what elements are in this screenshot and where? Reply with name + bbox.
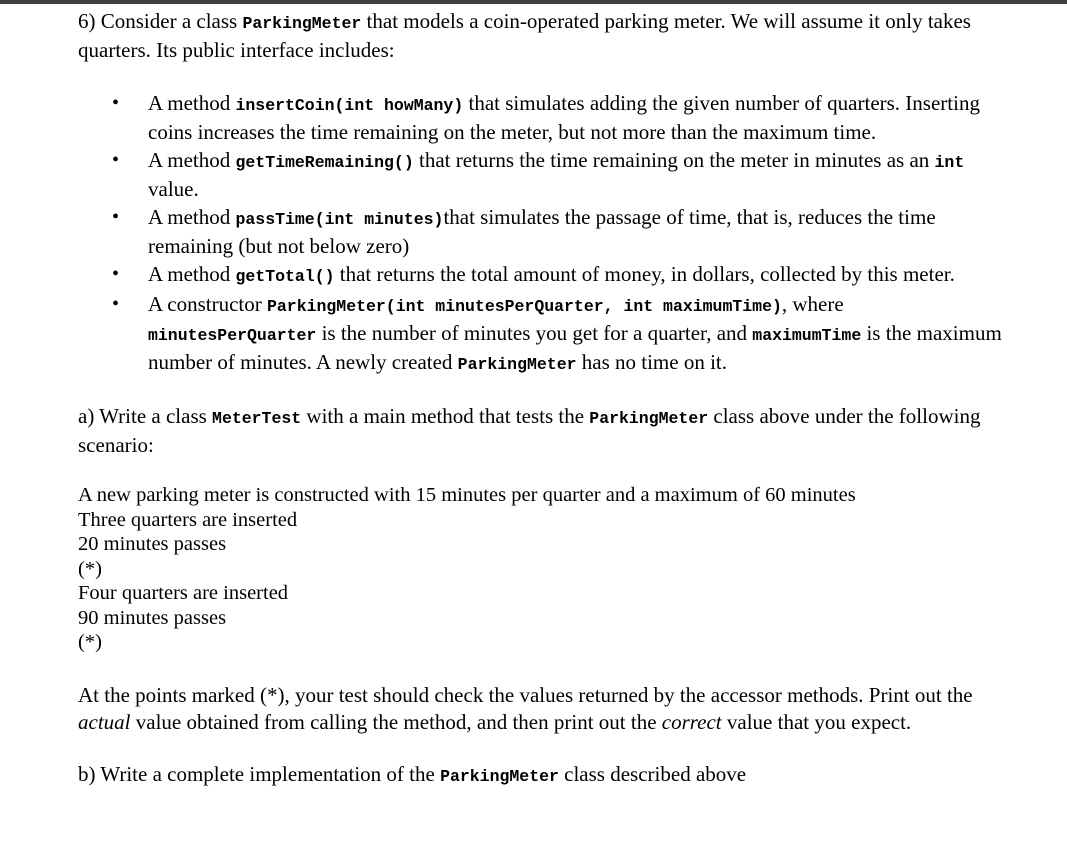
class-name-code: MeterTest xyxy=(212,409,302,428)
constructor-signature-code: ParkingMeter(int minutesPerQuarter, int maximumTime) xyxy=(266,297,782,316)
list-item-get-time-remaining: • A method getTimeRemaining() that returns the time remaining on the meter in minutes as an int value. xyxy=(112,148,965,201)
scenario-line: Four quarters are inserted xyxy=(78,582,289,604)
bullet-icon: • xyxy=(112,293,120,315)
scenario-line: Three quarters are inserted xyxy=(78,508,298,531)
list-item-constructor: • A constructor ParkingMeter(int minutesPerQuarter, int maximumTime), where minutesPerQuarter is the number of minutes you get for a quarter, and maximumTime is the maximum number of minutes. A newly created ParkingMeter has no time on it. xyxy=(112,292,1002,374)
list-item-get-total: • A method getTotal() that returns the total amount of money, in dollars, collected by this meter. xyxy=(112,262,955,286)
interface-method-list xyxy=(78,90,1008,378)
parameter-code: minutesPerQuarter xyxy=(148,326,317,345)
question-intro: 6) Consider a class ParkingMeter that models a coin-operated parking meter. We will assume it only takes quarters. Its public interface includes: xyxy=(78,9,971,62)
class-name-code: ParkingMeter xyxy=(242,14,362,33)
list-item-insert-coin: • A method insertCoin(int howMany) that simulates adding the given number of quarters. Inserting coins increases the time remaining on the meter, but not more than the maximum time. xyxy=(112,91,980,144)
checkpoint-marker: (*) xyxy=(78,631,102,653)
emphasis-text: actual xyxy=(78,709,131,734)
part-a-prompt: a) Write a class MeterTest with a main method that tests the ParkingMeter class above under the following scenario: xyxy=(78,404,981,457)
checkpoint-instructions: At the points marked (*), your test should check the values returned by the accessor methods. Print out the actual value obtained from calling the method, and then print out the correct value that you expect. xyxy=(78,682,973,734)
method-signature-code: getTimeRemaining() xyxy=(235,153,414,172)
bullet-icon: • xyxy=(112,206,120,228)
scenario-line: 20 minutes passes xyxy=(78,533,227,555)
emphasis-text: correct xyxy=(661,709,722,734)
class-name-code: ParkingMeter xyxy=(589,409,709,428)
test-scenario xyxy=(78,483,1008,655)
scenario-line: A new parking meter is constructed with 15 minutes per quarter and a maximum of 60 minutes xyxy=(78,484,856,506)
type-code: int xyxy=(934,153,965,172)
bullet-icon: • xyxy=(112,263,120,285)
class-name-code: ParkingMeter xyxy=(440,766,559,786)
part-b-prompt: b) Write a complete implementation of the ParkingMeter class described above xyxy=(78,761,747,786)
class-name-code: ParkingMeter xyxy=(457,355,577,374)
list-item-pass-time: • A method passTime(int minutes)that simulates the passage of time, that is, reduces the time remaining (but not below zero) xyxy=(112,205,936,258)
question-document xyxy=(78,8,1008,790)
bullet-icon: • xyxy=(112,149,120,171)
bullet-icon: • xyxy=(112,92,120,114)
method-signature-code: getTotal() xyxy=(235,267,335,286)
checkpoint-marker: (*) xyxy=(78,557,102,580)
parameter-code: maximumTime xyxy=(752,326,862,345)
top-border-line xyxy=(0,0,1067,4)
method-signature-code: insertCoin(int howMany) xyxy=(235,96,464,115)
scenario-line: 90 minutes passes xyxy=(78,606,227,629)
method-signature-code: passTime(int minutes) xyxy=(235,210,444,229)
